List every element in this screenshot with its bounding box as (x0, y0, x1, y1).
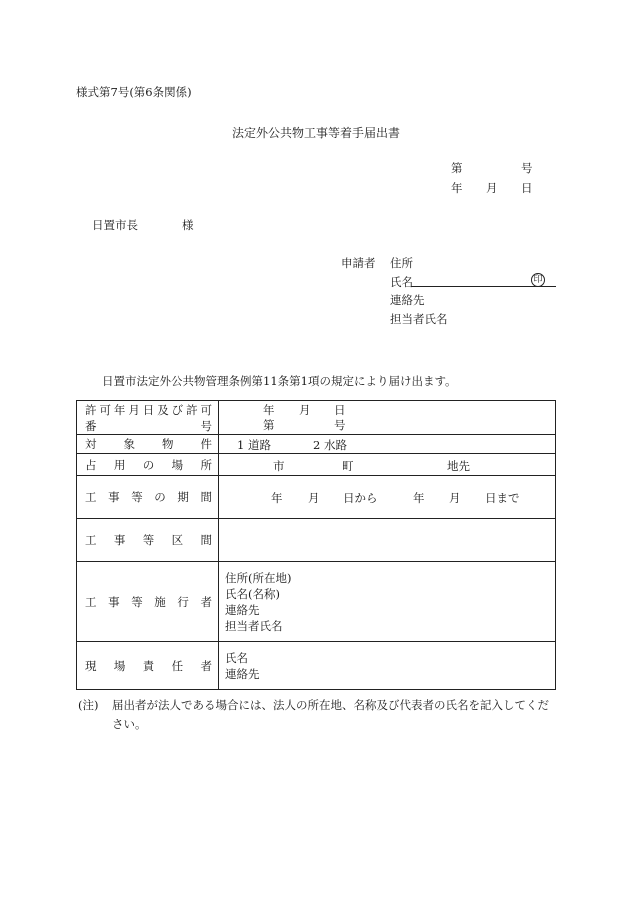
label-char: 事 (113, 533, 126, 547)
period-to-day: 日まで (485, 491, 520, 505)
label-char: 可 (99, 403, 111, 417)
label-char: 間 (200, 490, 212, 504)
label-char: 工 (85, 490, 97, 504)
period-from-year: 年 (271, 491, 283, 505)
construction-section-label-cell (77, 519, 219, 562)
permit-go: 号 (334, 418, 346, 432)
label-char: 用 (113, 457, 126, 472)
label-char: 責 (142, 658, 155, 673)
label-char: 事 (108, 490, 120, 504)
label-char: 施 (154, 594, 166, 609)
contractor-address-label: 住所(所在地) (225, 570, 292, 585)
date-year: 年 (451, 181, 463, 195)
label-char: 日 (142, 403, 155, 417)
label-char: 間 (200, 533, 212, 547)
date-month: 月 (486, 181, 498, 195)
label-char: 号 (200, 419, 212, 433)
construction-period-row (77, 476, 556, 519)
label-char: 場 (113, 658, 126, 673)
label-char: 占 (85, 457, 97, 472)
doc-number-go: 号 (521, 161, 533, 175)
label-char: 等 (142, 533, 155, 547)
period-from-day: 日から (343, 491, 378, 505)
permit-month: 月 (299, 403, 311, 417)
addressee-honorific: 様 (182, 218, 194, 232)
site-manager-row (77, 642, 556, 690)
period-to-year: 年 (413, 491, 425, 505)
applicant-person-label: 担当者氏名 (390, 312, 448, 326)
label-char: 等 (131, 490, 143, 504)
construction-period-label-cell (77, 476, 219, 519)
contractor-contact-label: 連絡先 (225, 602, 260, 617)
label-char: の (154, 490, 166, 504)
body-statement: 日置市法定外公共物管理条例第11条第1項の規定により届け出ます。 (102, 374, 457, 388)
document-title: 法定外公共物工事等着手届出書 (232, 126, 401, 140)
label-char: 期 (177, 490, 189, 504)
date-day: 日 (521, 181, 533, 195)
construction-period-value-cell[interactable] (219, 476, 556, 519)
site-manager-name-label: 氏名 (225, 650, 248, 665)
label-char: 場 (171, 457, 184, 472)
footnote (78, 696, 558, 734)
occupancy-location-label-cell (77, 454, 219, 476)
label-char: 番 (85, 419, 97, 433)
site-manager-label-cell (77, 642, 219, 690)
location-town: 町 (342, 459, 354, 473)
option-road[interactable]: 1 道路 (237, 438, 271, 452)
label-char: の (142, 457, 155, 472)
construction-section-value-cell[interactable] (219, 519, 556, 562)
site-manager-contact-label: 連絡先 (225, 666, 260, 681)
label-char: 年 (113, 403, 126, 417)
site-manager-value-cell[interactable] (219, 642, 556, 690)
location-lot: 地先 (447, 459, 470, 473)
label-char: 工 (85, 533, 97, 547)
footnote-text: 届出者が法人である場合には、法人の所在地、名称及び代表者の氏名を記入してください。 (112, 698, 549, 731)
label-char: 任 (171, 658, 184, 673)
label-char: 行 (177, 594, 189, 609)
addressee-name: 日置市長 (92, 218, 138, 232)
target-object-row (77, 435, 556, 454)
applicant-address-label: 住所 (390, 256, 413, 270)
contractor-label-cell (77, 562, 219, 642)
construction-section-row (77, 519, 556, 562)
target-object-label-cell (77, 435, 219, 454)
applicant-contact-label: 連絡先 (390, 293, 425, 307)
label-char: 対 (85, 437, 97, 451)
contractor-name-label: 氏名(名称) (225, 586, 280, 601)
occupancy-location-value-cell[interactable] (219, 454, 556, 476)
applicant-name-label: 氏名 (390, 275, 413, 289)
permit-label-cell (77, 401, 219, 435)
doc-number-dai: 第 (451, 161, 463, 175)
seal-mark: 印 (531, 273, 545, 287)
label-char: 現 (85, 658, 97, 673)
label-char: 可 (200, 403, 212, 417)
contractor-row (77, 562, 556, 642)
applicant-label: 申請者 (341, 256, 376, 270)
permit-year: 年 (263, 403, 275, 417)
permit-day: 日 (334, 403, 346, 417)
target-object-value-cell[interactable] (219, 435, 556, 454)
contractor-value-cell[interactable] (219, 562, 556, 642)
label-char: 象 (123, 437, 135, 451)
label-char: 物 (162, 437, 174, 451)
permit-dai: 第 (263, 418, 275, 432)
label-char: び (171, 403, 184, 417)
period-to-month: 月 (449, 491, 461, 505)
permit-row (77, 401, 556, 435)
permit-value-cell[interactable] (219, 401, 556, 435)
label-char: 工 (85, 594, 97, 609)
period-from-month: 月 (308, 491, 320, 505)
notification-form-table (76, 400, 556, 690)
label-char: 事 (108, 594, 120, 609)
label-char: 月 (128, 403, 140, 417)
label-char: 許 (186, 403, 198, 417)
label-char: 等 (131, 594, 143, 609)
footnote-marker: (注) (78, 698, 99, 712)
form-number: 様式第7号(第6条関係) (76, 85, 192, 99)
label-char: 許 (85, 403, 97, 417)
label-char: 及 (157, 403, 169, 417)
label-char: 者 (200, 594, 212, 609)
label-char: 区 (171, 533, 184, 547)
location-city: 市 (273, 459, 285, 473)
option-waterway[interactable]: 2 水路 (313, 438, 347, 452)
label-char: 所 (200, 457, 212, 472)
contractor-person-label: 担当者氏名 (225, 618, 283, 633)
occupancy-location-row (77, 454, 556, 476)
label-char: 者 (200, 658, 212, 673)
label-char: 件 (200, 437, 212, 451)
